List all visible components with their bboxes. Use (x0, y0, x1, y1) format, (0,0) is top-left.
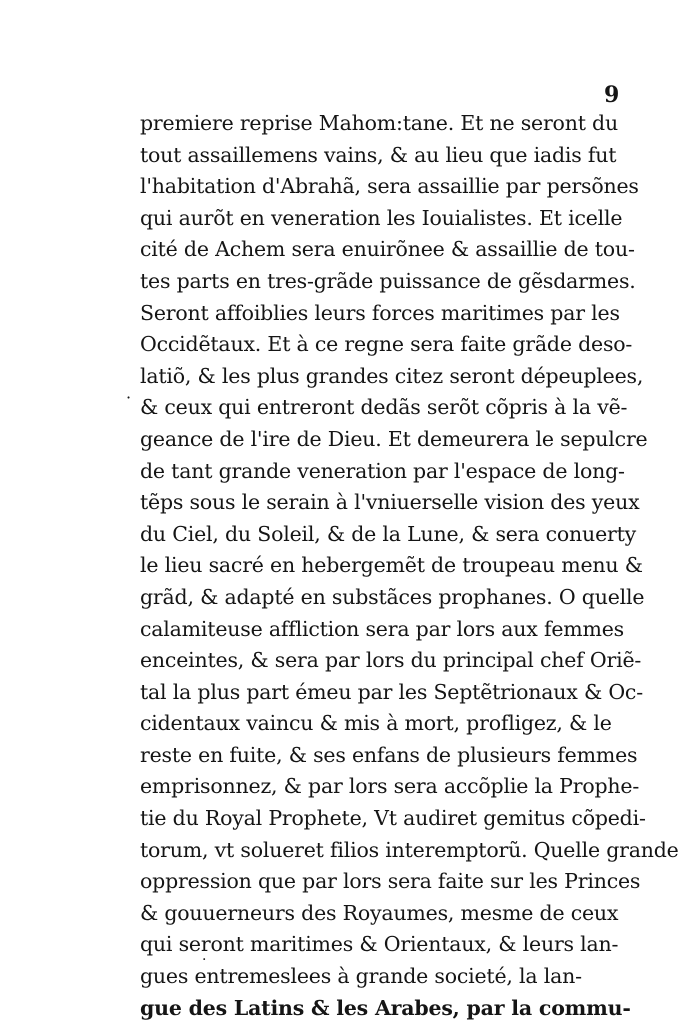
body-text (140, 108, 679, 1024)
text-line-29: gue des Latins & les Arabes, par la commu- (140, 995, 631, 1020)
page-number: 9 (604, 82, 620, 108)
text-line-27: qui seront maritimes & Orientaux, & leurs lan- (140, 932, 619, 957)
text-line-4: qui aurõt en veneration les Iouialistes. Et icelle (140, 205, 623, 230)
text-line-24: torum, vt solueret filios interemptorũ. Quelle grande (140, 837, 679, 862)
text-line-5: cité de Achem sera enuirõnee & assaillie de tou- (140, 237, 635, 262)
stray-dot: · (202, 952, 207, 968)
text-line-22: emprisonnez, & par lors sera accõplie la Prophe- (140, 774, 640, 799)
text-line-20: cidentaux vaincu & mis à mort, profligez, & le (140, 711, 612, 736)
margin-mark: · (126, 388, 132, 407)
text-line-18: enceintes, & sera par lors du principal chef Oriẽ- (140, 648, 642, 673)
text-line-3: l'habitation d'Abrahã, sera assaillie par persõnes (140, 174, 639, 199)
text-line-10: & ceux qui entreront dedãs serõt cõpris à la vẽ- (140, 395, 628, 420)
text-line-21: reste en fuite, & ses enfans de plusieurs femmes (140, 742, 638, 767)
text-line-11: geance de l'ire de Dieu. Et demeurera le sepulcre (140, 426, 648, 451)
text-line-15: le lieu sacré en hebergemẽt de troupeau menu & (140, 553, 643, 578)
text-line-23: tie du Royal Prophete, Vt audiret gemitus cõpedi- (140, 806, 646, 831)
text-line-28: gues entremeslees à grande societé, la lan- (140, 964, 582, 989)
text-line-25: oppression que par lors sera faite sur les Princes (140, 869, 641, 894)
text-line-14: du Ciel, du Soleil, & de la Lune, & sera conuerty (140, 521, 637, 546)
text-line-2: tout assaillemens vains, & au lieu que iadis fut (140, 142, 617, 167)
text-line-17: calamiteuse affliction sera par lors aux femmes (140, 616, 625, 641)
text-line-7: Seront affoiblies leurs forces maritimes par les (140, 300, 620, 325)
text-line-19: tal la plus part émeu par les Septẽtrionaux & Oc- (140, 679, 643, 704)
text-line-16: grãd, & adapté en substãces prophanes. O quelle (140, 584, 645, 609)
text-line-26: & gouuerneurs des Royaumes, mesme de ceux (140, 900, 619, 925)
text-line-8: Occidẽtaux. Et à ce regne sera faite grãde deso- (140, 332, 633, 357)
text-line-12: de tant grande veneration par l'espace de long- (140, 458, 625, 483)
text-line-1: premiere reprise Mahom:tane. Et ne seront du (140, 111, 618, 135)
text-line-13: tẽps sous le serain à l'vniuerselle vision des yeux (140, 490, 640, 515)
text-line-6: tes parts en tres-grãde puissance de gẽsdarmes. (140, 268, 636, 293)
text-line-9: latiõ, & les plus grandes citez seront dépeuplees, (140, 363, 644, 388)
